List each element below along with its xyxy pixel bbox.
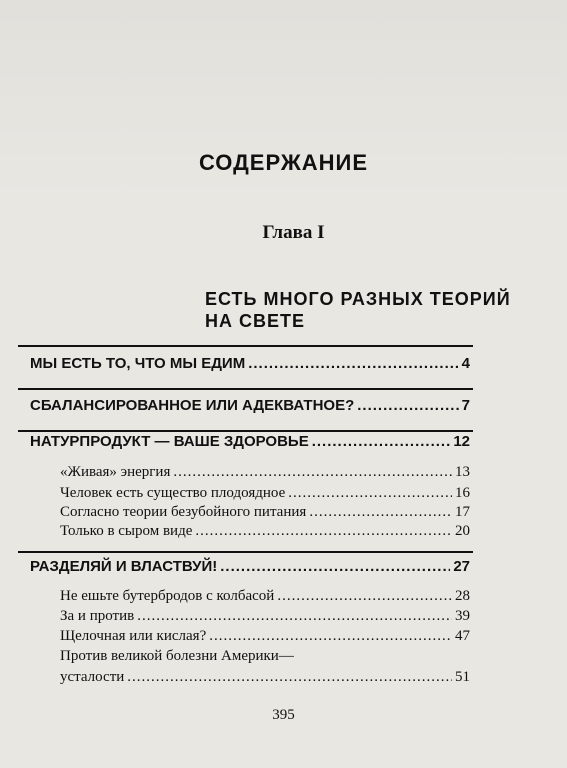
leader-dots [220,558,450,575]
toc-item-title: Не ешьте бутербродов с колбасой [60,588,275,604]
leader-dots [248,355,458,372]
leader-dots [195,523,452,540]
toc-page-number: 12 [453,433,470,450]
toc-page-number: 51 [455,669,470,685]
leader-dots [357,397,458,414]
toc-section-title: СБАЛАНСИРОВАННОЕ ИЛИ АДЕКВАТНОЕ? [30,397,355,414]
toc-section-title: МЫ ЕСТЬ ТО, ЧТО МЫ ЕДИМ [30,355,246,372]
toc-page-number: 17 [455,504,470,520]
divider-line [18,345,473,347]
toc-page-number: 27 [453,558,470,575]
toc-section-title: РАЗДЕЛЯЙ И ВЛАСТВУЙ! [30,558,218,575]
toc-page-number: 47 [455,628,470,644]
toc-page-number: 28 [455,588,470,604]
toc-section[interactable] [30,433,470,450]
leader-dots [312,433,451,450]
chapter-subtitle: ЕСТЬ МНОГО РАЗНЫХ ТЕОРИЙ НА СВЕТЕ [205,289,511,331]
toc-item[interactable] [60,588,470,605]
page-number: 395 [272,707,295,723]
toc-page-number: 7 [461,397,470,414]
toc-item-title: «Живая» энергия [60,464,171,480]
toc-page-number: 4 [461,355,470,372]
leader-dots [137,608,452,625]
toc-section-title: НАТУРПРОДУКТ — ВАШЕ ЗДОРОВЬЕ [30,433,309,450]
leader-dots [277,588,452,605]
toc-item-line-one[interactable] [60,648,470,665]
toc-item[interactable] [60,464,470,481]
leader-dots [173,464,452,481]
toc-section[interactable] [30,558,470,575]
toc-item[interactable] [60,504,470,521]
toc-section[interactable] [30,355,470,372]
toc-item-title: Против великой болезни Америки— [60,648,294,664]
toc-item[interactable] [60,523,470,540]
toc-section[interactable] [30,397,470,414]
toc-page-number: 39 [455,608,470,624]
leader-dots [309,504,452,521]
toc-item-title-continued: усталости [60,669,125,685]
toc-page-number: 16 [455,485,470,501]
toc-item[interactable] [60,669,470,686]
toc-page-number: 20 [455,523,470,539]
toc-item-title: Только в сыром виде [60,523,193,539]
divider-line [18,551,473,553]
toc-page-number: 13 [455,464,470,480]
toc-item-title: Человек есть существо плодоядное [60,485,286,501]
contents-heading: СОДЕРЖАНИЕ [198,150,369,175]
leader-dots [209,628,452,645]
leader-dots [288,485,452,502]
divider-line [18,430,473,432]
chapter-heading: Глава I [262,222,325,243]
toc-item-title: Согласно теории безубойного питания [60,504,307,520]
toc-item[interactable] [60,485,470,502]
toc-item-title: За и против [60,608,135,624]
toc-item[interactable] [60,628,470,645]
leader-dots [127,669,452,686]
divider-line [18,388,473,390]
toc-item[interactable] [60,608,470,625]
toc-item-title: Щелочная или кислая? [60,628,207,644]
